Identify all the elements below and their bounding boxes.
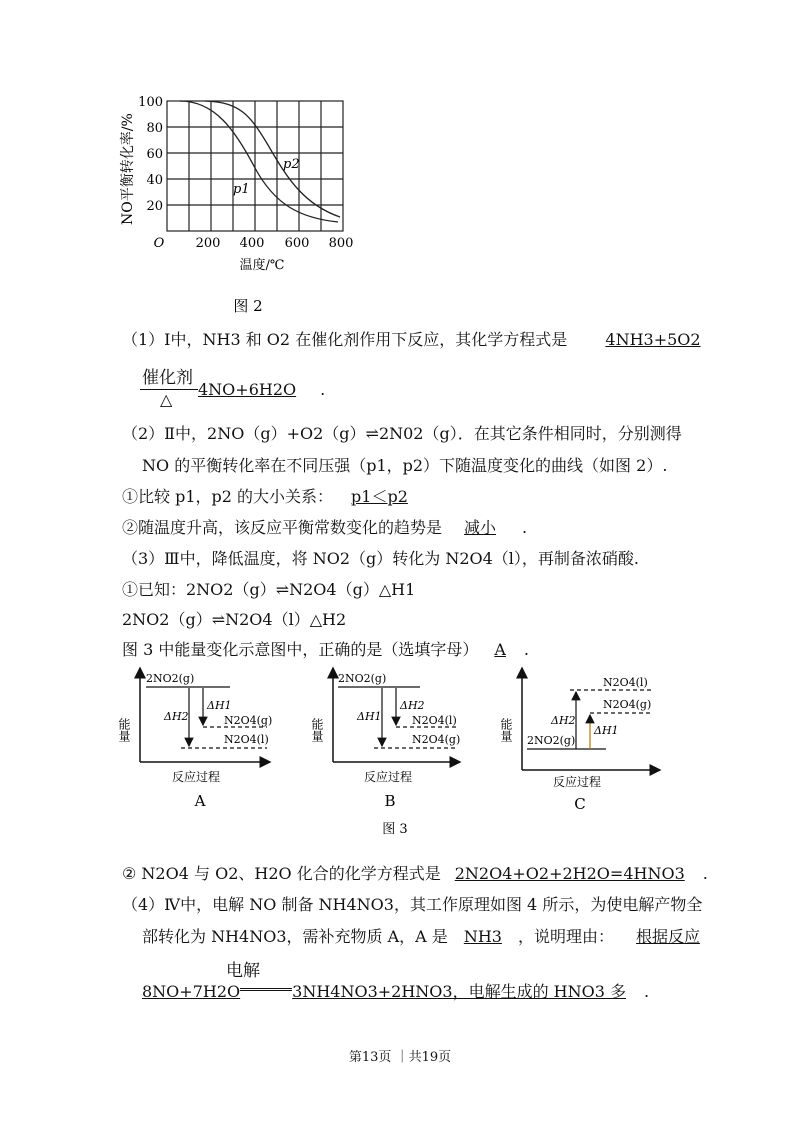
ytick-100: 100	[138, 95, 163, 110]
fig3-panel-c	[499, 668, 660, 813]
fig3-a-top: 2NO2(g)	[146, 672, 195, 685]
q1-answer-a: 4NH3+5O2	[605, 330, 701, 349]
q4-line2b: ，说明理由：	[517, 927, 614, 946]
q3-answer: A	[494, 640, 506, 659]
q4-answer-a: NH3	[463, 927, 502, 946]
fig3-c-letter: C	[574, 795, 586, 813]
fig3-a-bottom: N2O4(l)	[224, 733, 269, 746]
q1-cond-bottom: △	[160, 390, 173, 409]
xtick-200: 200	[195, 236, 221, 251]
fig3-panel-b	[310, 668, 460, 810]
fig3-a-dh-small: ΔH1	[207, 699, 232, 712]
label-p2: p2	[283, 157, 300, 172]
fig3-b-top: 2NO2(g)	[338, 672, 387, 685]
q4-eq	[142, 982, 649, 1002]
q2-line1: （2）Ⅱ中，2NO（g）+O2（g）⇌2N02（g）．在其它条件相同时，分别测得	[122, 424, 682, 443]
curve-p2	[205, 101, 340, 217]
fig3-c-xlabel: 反应过程	[553, 775, 602, 789]
q1-tail: .	[320, 380, 326, 399]
q1-cond-top: 催化剂	[142, 368, 193, 388]
fig3-c-dh-small: ΔH1	[594, 724, 619, 737]
q4-eq-arrow	[240, 988, 292, 991]
page-footer: 第13页 ｜共19页	[348, 1050, 452, 1065]
q4-cond: 电解	[226, 961, 260, 981]
label-p1: p1	[233, 182, 250, 197]
fig3-b-ylabel: 能量	[310, 718, 324, 742]
figure-3	[0, 655, 800, 840]
q2-line2: NO 的平衡转化率在不同压强（p1，p2）下随温度变化的曲线（如图 2）.	[142, 456, 668, 475]
ytick-40: 40	[146, 173, 163, 188]
fig3-c-dh-big: ΔH2	[551, 714, 576, 727]
q3b-answer: 2N2O4+O2+2H2O=4HNO3	[454, 864, 685, 883]
fig3-a-xlabel: 反应过程	[172, 770, 221, 784]
q4-reason1: 根据反应	[635, 927, 700, 946]
q1-answer-b: 4NO+6H2O	[198, 380, 297, 399]
fig3-a-mid: N2O4(g)	[224, 714, 273, 727]
q3b-tail: .	[702, 864, 708, 883]
q1-line2	[198, 380, 325, 400]
q2-sub2-text: ②随温度升高，该反应平衡常数变化的趋势是	[122, 518, 443, 537]
fig3-caption: 图 3	[382, 822, 408, 837]
ytick-20: 20	[146, 199, 163, 214]
ytick-80: 80	[146, 121, 163, 136]
q4-line1: （4）Ⅳ中，电解 NO 制备 NH4NO3，其工作原理如图 4 所示，为使电解产物全	[122, 895, 703, 914]
fig2-xlabel: 温度/℃	[239, 258, 285, 273]
q1-text: （1）Ⅰ中，NH3 和 O2 在催化剂作用下反应，其化学方程式是	[122, 330, 568, 349]
fig3-c-ylabel: 能量	[499, 718, 513, 742]
q1-line1	[122, 330, 705, 350]
xtick-400: 400	[239, 236, 265, 251]
xtick-600: 600	[284, 236, 310, 251]
q2-ans1: p1＜p2	[351, 487, 408, 506]
q4-line2	[142, 927, 704, 947]
fig3-a-ylabel: 能量	[117, 718, 131, 742]
ytick-60: 60	[146, 147, 163, 162]
q4-eq-left: 8NO+7H2O	[142, 982, 241, 1001]
fig3-a-dh-big: ΔH2	[164, 710, 189, 723]
fig3-b-xlabel: 反应过程	[364, 770, 413, 784]
fig3-b-letter: B	[384, 792, 396, 810]
fig3-b-bottom: N2O4(g)	[412, 733, 461, 746]
fig3-b-dh-big: ΔH1	[357, 710, 382, 723]
q4-line2a: 部转化为 NH4NO3，需补充物质 A，A 是	[142, 927, 448, 946]
q2-sub1-text: ①比较 p1，p2 的大小关系：	[122, 487, 334, 506]
q2-tail: .	[522, 518, 528, 537]
q3-line1: （3）Ⅲ中，降低温度，将 NO2（g）转化为 N2O4（l），再制备浓硝酸.	[122, 549, 640, 568]
fig3-c-mid: N2O4(g)	[603, 698, 652, 711]
q3b-text: ② N2O4 与 O2、H2O 化合的化学方程式是	[122, 864, 441, 883]
q2-ans2: 减小	[464, 518, 497, 537]
q4-tail: .	[644, 982, 650, 1001]
fig2-ylabel: NO平衡转化率/%	[120, 113, 136, 225]
fig3-b-mid: N2O4(l)	[412, 714, 457, 727]
fig3-panel-a	[117, 668, 272, 810]
q3-known: ①已知：2NO2（g）⇌N2O4（g）△H1	[122, 580, 416, 599]
q2-sub2	[122, 518, 527, 538]
fig3-a-letter: A	[194, 792, 206, 810]
fig2-grid	[167, 101, 343, 231]
q3-tail: .	[523, 640, 530, 659]
xtick-800: 800	[328, 236, 354, 251]
fig2-caption: 图 2	[233, 297, 263, 315]
fig3-c-bottom: 2NO2(g)	[527, 734, 576, 747]
fig3-b-dh-small: ΔH2	[400, 699, 425, 712]
xtick-0: O	[153, 236, 165, 251]
q2-sub1	[122, 487, 410, 507]
q4-eq-right: 3NH4NO3+2HNO3，电解生成的 HNO3 多	[292, 982, 627, 1001]
fig3-c-top: N2O4(l)	[603, 676, 648, 689]
q3-ask-text: 图 3 中能量变化示意图中，正确的是（选填字母）	[122, 640, 479, 659]
q3b-line	[122, 864, 708, 884]
q3-known2: 2NO2（g）⇌N2O4（l）△H2	[122, 610, 347, 629]
